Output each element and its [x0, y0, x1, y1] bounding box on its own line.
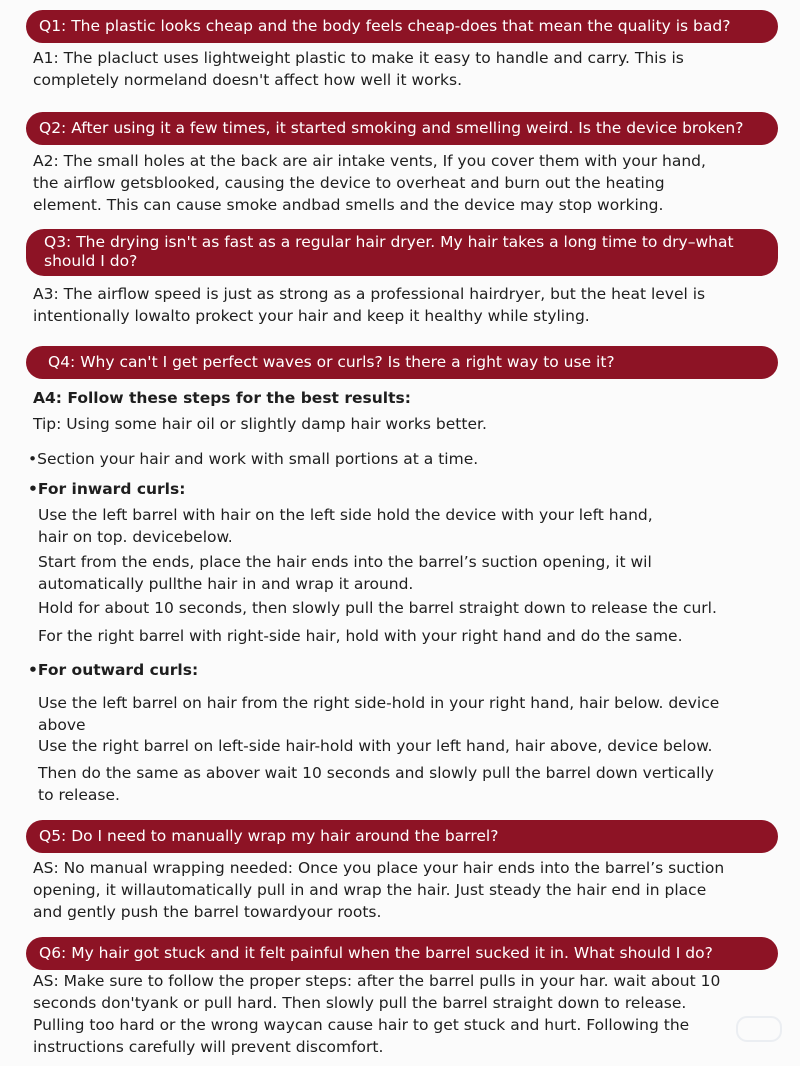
watermark-icon	[736, 1016, 782, 1042]
inward-step-2: Start from the ends, place the hair ends into the barrel’s suction opening, it wil	[38, 553, 652, 571]
outward-step-1: Use the left barrel on hair from the right side-hold in your right hand, hair below. device	[38, 694, 720, 712]
outward-step-3: Then do the same as abover wait 10 seconds and slowly pull the barrel down vertically	[38, 764, 714, 782]
inward-step-2-cont: automatically pullthe hair in and wrap it around.	[38, 575, 414, 593]
inward-curls-title: •For inward curls:	[28, 480, 186, 498]
outward-step-1-cont: above	[38, 716, 86, 734]
answer-line: A2: The small holes at the back are air intake vents, If you cover them with your hand,	[33, 152, 706, 170]
question-banner-q3: Q3: The drying isn't as fast as a regular hair dryer. My hair takes a long time to dry–what should I do?	[26, 229, 778, 276]
inward-step-1-cont: hair on top. devicebelow.	[38, 528, 233, 546]
inward-step-3: Hold for about 10 seconds, then slowly pull the barrel straight down to release the curl.	[38, 599, 717, 617]
answer-a4-heading: A4: Follow these steps for the best results:	[33, 389, 411, 407]
answer-line: element. This can cause smoke andbad smells and the device may stop working.	[33, 196, 664, 214]
answer-line: and gently push the barrel towardyour roots.	[33, 903, 382, 921]
answer-line: AS: Make sure to follow the proper steps: after the barrel pulls in your har. wait about 10	[33, 972, 721, 990]
answer-a3	[33, 283, 773, 327]
question-banner-q5: Q5: Do I need to manually wrap my hair around the barrel?	[26, 820, 778, 853]
question-banner-q4: Q4: Why can't I get perfect waves or curls? Is there a right way to use it?	[26, 346, 778, 379]
answer-a1	[33, 47, 773, 91]
question-banner-q2: Q2: After using it a few times, it started smoking and smelling weird. Is the device broken?	[26, 112, 778, 145]
outward-step-2: Use the right barrel on left-side hair-hold with your left hand, hair above, device below.	[38, 737, 713, 755]
answer-line: opening, it willautomatically pull in and wrap the hair. Just steady the hair end in place	[33, 881, 707, 899]
answer-line: AS: No manual wrapping needed: Once you place your hair ends into the barrel’s suction	[33, 859, 725, 877]
question-banner-q1: Q1: The plastic looks cheap and the body feels cheap-does that mean the quality is bad?	[26, 10, 778, 43]
question-banner-q6: Q6: My hair got stuck and it felt painful when the barrel sucked it in. What should I do?	[26, 937, 778, 970]
answer-a2	[33, 150, 773, 216]
answer-line: Pulling too hard or the wrong waycan cause hair to get stuck and hurt. Following the	[33, 1016, 690, 1034]
answer-line: intentionally lowalto prokect your hair and keep it healthy while styling.	[33, 307, 590, 325]
inward-step-1: Use the left barrel with hair on the left side hold the device with your left hand,	[38, 506, 653, 524]
answer-a5	[33, 857, 773, 923]
answer-a4-tip: Tip: Using some hair oil or slightly damp hair works better.	[33, 415, 487, 433]
answer-line: seconds don'tyank or pull hard. Then slowly pull the barrel straight down to release.	[33, 994, 687, 1012]
outward-step-3-cont: to release.	[38, 786, 120, 804]
answer-a4-section-bullet: •Section your hair and work with small portions at a time.	[28, 450, 479, 468]
answer-line: completely normeland doesn't affect how well it works.	[33, 71, 462, 89]
inward-step-4: For the right barrel with right-side hair, hold with your right hand and do the same.	[38, 627, 683, 645]
outward-curls-title: •For outward curls:	[28, 661, 199, 679]
answer-a6	[33, 970, 773, 1058]
answer-line: A3: The airflow speed is just as strong as a professional hairdryer, but the heat level is	[33, 285, 706, 303]
answer-line: A1: The placluct uses lightweight plastic to make it easy to handle and carry. This is	[33, 49, 684, 67]
answer-line: instructions carefully will prevent discomfort.	[33, 1038, 384, 1056]
answer-line: the airflow getsblooked, causing the device to overheat and burn out the heating	[33, 174, 665, 192]
